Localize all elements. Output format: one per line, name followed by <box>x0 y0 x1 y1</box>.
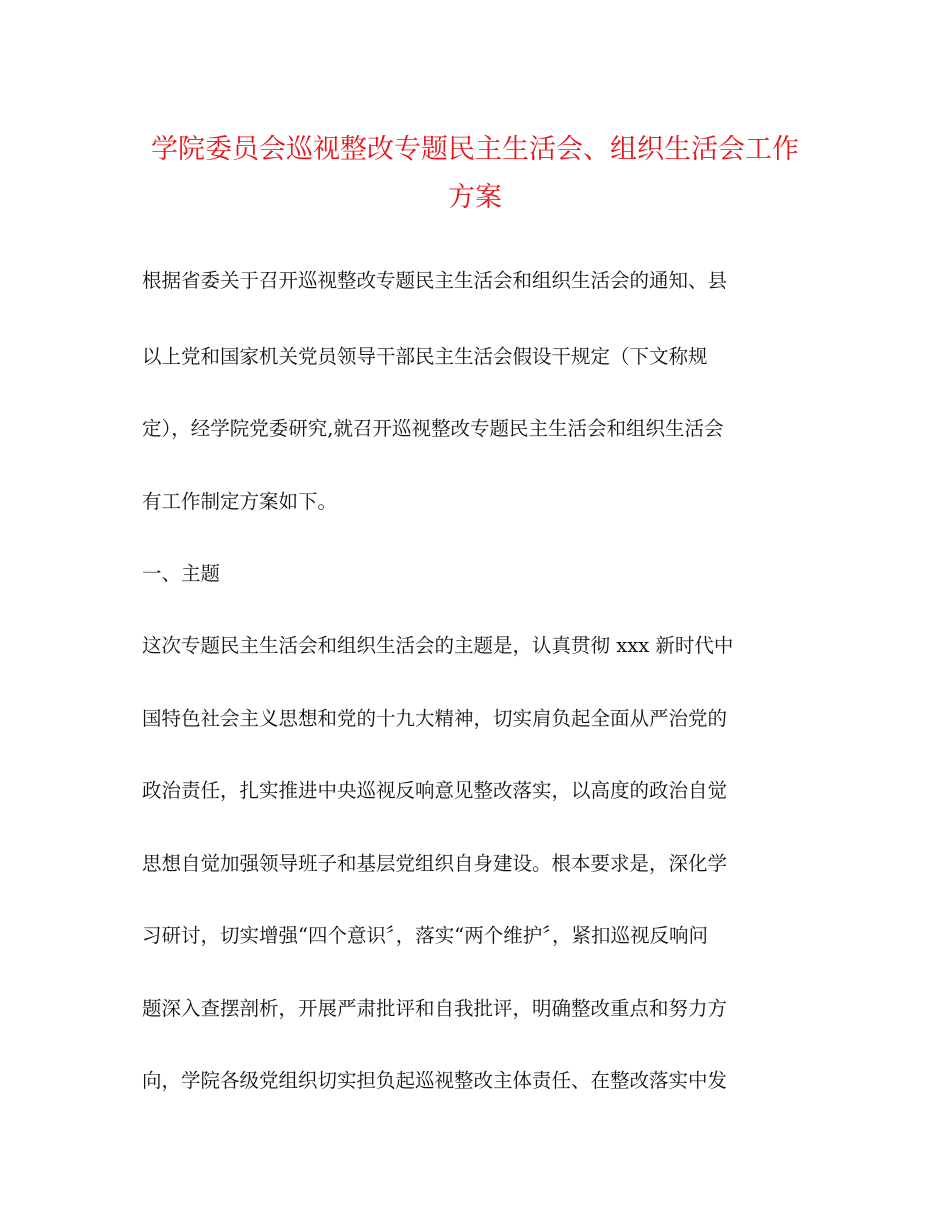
paragraph-line: 这次专题民主生活会和组织生活会的主题是，认真贯彻 xxx 新时代中 <box>142 634 734 657</box>
paragraph-line: 定），经学院党委研究,就召开巡视整改专题民主生活会和组织生活会 <box>142 417 724 440</box>
document-title-line-2: 方案 <box>448 182 502 213</box>
paragraph-line: 根据省委关于召开巡视整改专题民主生活会和组织生活会的通知、县 <box>142 269 728 292</box>
paragraph-line: 有工作制定方案如下。 <box>142 490 338 513</box>
paragraph-line: 向，学院各级党组织切实担负起巡视整改主体责任、在整改落实中发 <box>142 1069 728 1092</box>
paragraph-line: 政治责任，扎实推进中央巡视反响意见整改落实，以高度的政治自觉 <box>142 779 728 802</box>
paragraph-line: 思想自觉加强领导班子和基层党组织自身建设。根本要求是，深化学 <box>142 852 728 875</box>
paragraph-line: 以上党和国家机关党员领导干部民主生活会假设干规定（下文称规 <box>142 345 708 368</box>
section-heading: 一、主题 <box>142 562 221 585</box>
paragraph-line: 国特色社会主义思想和党的十九大精神，切实肩负起全面从严治党的 <box>142 707 728 730</box>
document-title-line-1: 学院委员会巡视整改专题民主生活会、组织生活会工作 <box>151 134 799 165</box>
paragraph-line: 题深入查摆剖析，开展严肃批评和自我批评，明确整改重点和努力方 <box>142 997 728 1020</box>
paragraph-line: 习研讨，切实增强“四个意识〞，落实“两个维护〞，紧扣巡视反响问 <box>142 924 708 947</box>
